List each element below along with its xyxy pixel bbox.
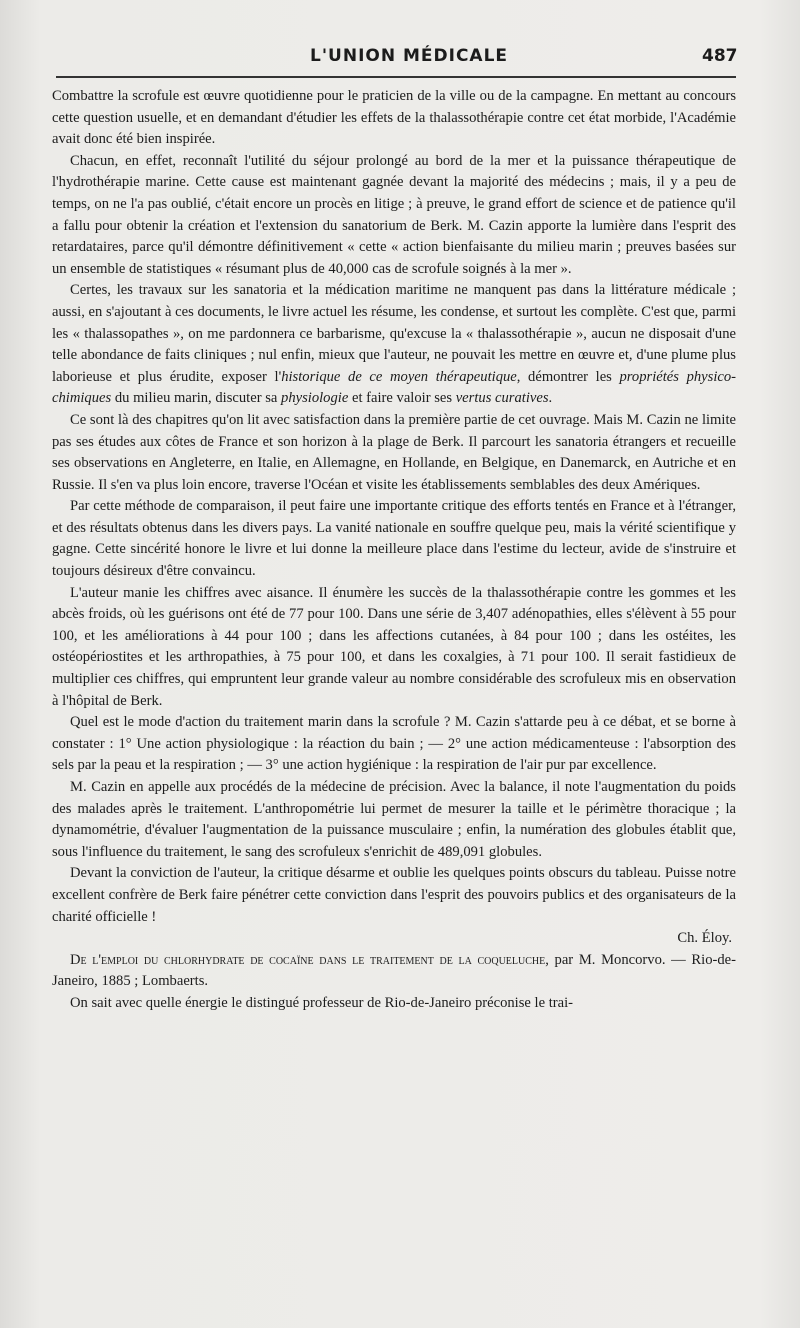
paragraph: Devant la conviction de l'auteur, la critique désarme et oublie les quelques points obscurs du tableau. Puisse notre excellent confrère de Berk faire pénétrer cette conviction dans l'esprit des pouvoirs publics et des organisateurs de la charité officielle ! bbox=[52, 865, 736, 925]
paragraph: Chacun, en effet, reconnaît l'utilité du séjour prolongé au bord de la mer et la puissance thérapeutique de l'hydrothérapie marine. Cette cause est maintenant gagnée devant la majorité des médecins ; mais, il y a peu de temps, on ne l'a pas oublié, c'était encore un procès en litige ; à preuve, le grand effort de science et de patience qu'il a fallu pour obtenir la création et l'extension du sanatorium de Berk. M. Cazin apporte la lumière dans l'esprit des retardataires, parce qu'il démontre définitivement « cette « action bienfaisante du milieu marin ; preuves basées sur un ensemble de statistiques « résumant plus de 40,000 cas de scrofule soignés à la mer ». bbox=[52, 152, 736, 277]
paragraph-with-italics bbox=[52, 280, 736, 410]
header-rule bbox=[56, 76, 736, 78]
italic-run: physiologie bbox=[281, 390, 349, 407]
page-number: 487 bbox=[702, 46, 738, 66]
author-signature: Ch. Éloy. bbox=[677, 930, 732, 947]
paragraph: Ce sont là des chapitres qu'on lit avec satisfaction dans la première partie de cet ouvrage. Mais M. Cazin ne limite pas ses études aux côtes de France et son horizon à la plage de Berk. Il parcourt les sanatoria étrangers et recueille ses observations en Angleterre, en Italie, en Allemagne, en Hollande, en Belgique, en Danemarck, en Autriche et en Russie. Il s'en va plus loin encore, traverse l'Océan et visite les établissements semblables des deux Amériques. bbox=[52, 411, 736, 493]
italic-run: vertus curatives bbox=[455, 390, 549, 407]
review-reference bbox=[52, 950, 736, 993]
text-run: , démontrer les bbox=[516, 368, 620, 385]
paragraph: L'auteur manie les chiffres avec aisance. Il énumère les succès de la thalassothérapie contre les gommes et les abcès froids, où les guérisons ont été de 77 pour 100. Dans une série de 3,407 adénopathies, elles s'élèvent à 55 pour 100, et les améliorations à 44 pour 100 ; dans les affections cutanées, à 84 pour 100 ; dans les ostéites, les ostéopériostites et les arthropathies, à 75 pour 100, et dans les coxalgies, à 71 pour 100. Il serait fastidieux de multiplier ces chiffres, qui empruntent leur grande valeur au nombre considérable des scrofuleux mis en observation à l'hôpital de Berk. bbox=[52, 584, 736, 709]
reference-title: De l'emploi du chlorhydrate de cocaïne dans le traitement de la coqueluche, bbox=[70, 951, 549, 968]
reference-details: par M. Moncorvo. — Rio-de-Janeiro, 1885 ; Lombaerts. bbox=[52, 951, 736, 990]
text-run: . bbox=[548, 390, 553, 407]
italic-run: historique de ce moyen thérapeutique bbox=[281, 368, 517, 385]
text-run: Certes, les travaux sur les sanatoria et la médication maritime ne manquent pas dans la littérature médicale ; aussi, en s'ajoutant à ces documents, le livre actuel les résume, les condense, et surtout les complète. C'est que, parmi les « thalassopathes », on me pardonnera ce barbarisme, qu'excuse la « thalassothérapie », aucun ne disposait d'une telle abondance de faits cliniques ; nul enfin, mieux que l'auteur, ne pouvait les mettre en œuvre et, d'une plume plus laborieuse et plus érudite, exposer l' bbox=[52, 282, 736, 385]
paragraph: Combattre la scrofule est œuvre quotidienne pour le praticien de la ville ou de la campagne. En mettant au concours cette question usuelle, et en demandant d'étudier les effets de la thalassothérapie contre cet état morbide, l'Académie avait donc été bien inspirée. bbox=[52, 88, 736, 148]
article-body bbox=[52, 86, 736, 1015]
paragraph: Quel est le mode d'action du traitement marin dans la scrofule ? M. Cazin s'attarde peu à ce débat, et se borne à constater : 1° Une action physiologique : la réaction du bain ; — 2° une action médicamenteuse : l'absorption des sels par la peau et la respiration ; — 3° une action hygiénique : la respiration de l'air pur par excellence. bbox=[52, 714, 736, 774]
italic-run: propriétés physico-chimiques bbox=[52, 368, 737, 407]
paragraph: On sait avec quelle énergie le distingué professeur de Rio-de-Janeiro préconise le trai- bbox=[70, 994, 574, 1011]
text-run: du milieu marin, discuter sa bbox=[111, 390, 282, 407]
paragraph: Par cette méthode de comparaison, il peut faire une importante critique des efforts tentés en France et à l'étranger, et des résultats obtenus dans les divers pays. La vanité nationale en souffre quelque peu, mais la vérité scientifique y gagne. Cette sincérité honore le livre et lui donne la meilleure place dans l'estime du lecteur, avide de s'instruire et toujours désireux d'être convaincu. bbox=[52, 498, 736, 580]
running-head: L'UNION MÉDICALE bbox=[310, 46, 509, 66]
page-header bbox=[0, 40, 800, 80]
paragraph: M. Cazin en appelle aux procédés de la médecine de précision. Avec la balance, il note l'augmentation du poids des malades après le traitement. L'anthropométrie lui permet de mesurer la taille et le périmètre thoracique ; la dynamométrie, d'évaluer l'augmentation de la puissance musculaire ; enfin, la numération des globules établit que, sous l'influence du traitement, le sang des scrofuleux s'enrichit de 489,091 globules. bbox=[52, 779, 736, 860]
text-run: et faire valoir ses bbox=[348, 390, 456, 407]
